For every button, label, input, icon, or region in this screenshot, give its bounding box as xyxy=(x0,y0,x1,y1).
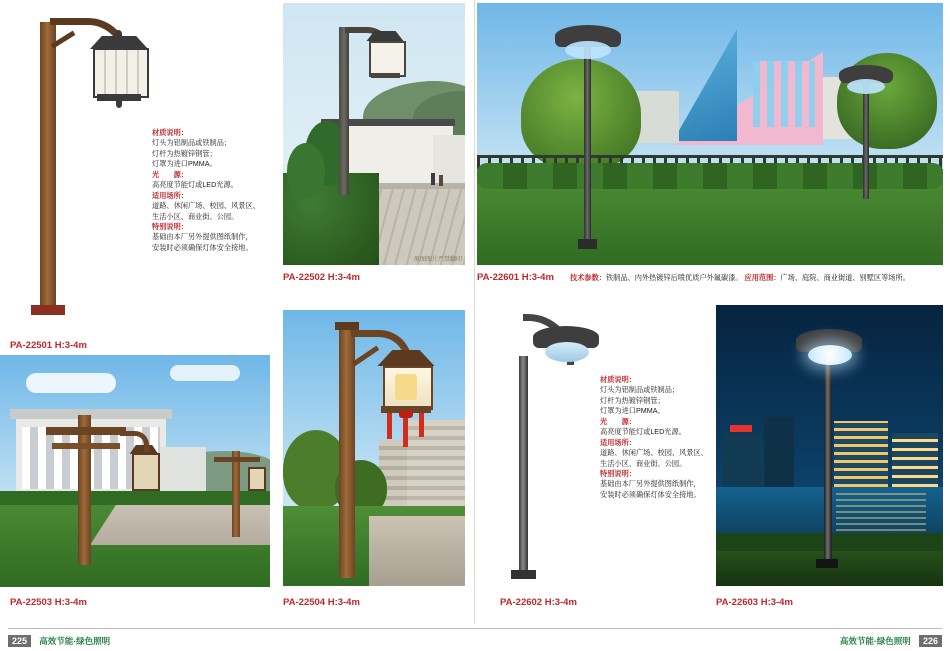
pedestrian xyxy=(439,175,443,186)
spec-line: 光 源： xyxy=(600,416,636,426)
page-spine-divider xyxy=(474,0,475,624)
spec-line: 生活小区、商业街、公园。 xyxy=(152,211,239,221)
caption-pa-22501: PA-22501 H:3-4m xyxy=(10,340,87,351)
footer-rule xyxy=(8,628,942,629)
spec-line: 基础由本厂另外提供图纸制作， xyxy=(600,479,701,489)
building-right-wing xyxy=(160,447,206,493)
lantern-bottom xyxy=(97,94,141,101)
photo-note: 原图图片严禁翻印 xyxy=(413,257,462,263)
spec-line: 高亮度节能灯或LED光源。 xyxy=(600,427,686,437)
spec-line: 光 源： xyxy=(152,169,188,179)
product-photo-pa-22603 xyxy=(716,305,943,586)
spec-line: 道路、休闲广场、校园、风景区、 xyxy=(152,201,260,211)
product-photo-pa-22602 xyxy=(477,300,607,586)
product-photo-pa-22503 xyxy=(0,355,270,587)
path xyxy=(369,516,465,586)
spec-line: 基础由本厂另外提供图纸制作， xyxy=(152,232,253,242)
spec-line: 灯杆为热镀锌钢管； xyxy=(600,395,665,405)
lamp-post-distant xyxy=(232,451,240,537)
skyline-building-lit xyxy=(892,433,938,487)
building-apartments xyxy=(403,420,465,506)
caption-pa-22602: PA-22602 H:3-4m xyxy=(500,597,577,608)
caption-pa-22502: PA-22502 H:3-4m xyxy=(283,272,360,283)
skyline-building xyxy=(722,433,762,487)
lamp-post xyxy=(78,415,91,565)
tassel xyxy=(403,413,408,447)
spec-line: 高亮度节能灯或LED光源。 xyxy=(152,180,238,190)
tassel xyxy=(419,413,424,437)
spec-line: 灯头为铝制品或铁制品； xyxy=(600,385,680,395)
spec-line: 安装时必须确保灯体安全接地。 xyxy=(152,242,253,252)
lamp-hanger xyxy=(120,431,149,452)
shrub-row xyxy=(477,163,943,189)
lantern-bottom xyxy=(371,73,400,78)
caption-pa-22503: PA-22503 H:3-4m xyxy=(10,597,87,608)
spec-line: 材质说明： xyxy=(600,375,636,384)
lamp-post xyxy=(824,349,832,563)
tassel xyxy=(387,413,392,439)
tech-parameters-line xyxy=(570,273,910,283)
spec-line: 材质说明： xyxy=(152,128,188,137)
page-number-right: 226 xyxy=(919,635,942,647)
lamp-crossbeam-distant xyxy=(214,457,260,462)
footer-right xyxy=(840,635,942,647)
footer-text-left: 高效节能·绿色照明 xyxy=(39,636,111,646)
lamp-post xyxy=(40,22,56,310)
spec-line: 特别说明： xyxy=(600,468,636,478)
spec-line: 灯罩为进口PMMA。 xyxy=(600,406,665,416)
tree xyxy=(287,143,325,199)
building-roof xyxy=(10,409,172,419)
lamp-diffuser xyxy=(545,342,589,362)
lantern-glow xyxy=(395,374,417,400)
spec-line: 安装时必须确保灯体安全接地。 xyxy=(600,489,701,499)
hedge xyxy=(0,491,270,505)
lamp-post-base xyxy=(816,559,838,568)
caption-pa-22504: PA-22504 H:3-4m xyxy=(283,597,360,608)
tree-willow xyxy=(521,59,641,169)
tassel-knot xyxy=(399,410,413,418)
lantern-body xyxy=(132,453,160,491)
pedestrian xyxy=(431,173,435,185)
tech-params-label: 技术参数： xyxy=(570,273,606,282)
lamp-post-base xyxy=(578,239,597,249)
product-photo-pa-22502 xyxy=(283,3,465,265)
skyline-building xyxy=(764,417,794,487)
spec-line: 适用场所： xyxy=(152,190,188,200)
page-number-left: 225 xyxy=(8,635,31,647)
lamp-post xyxy=(519,356,528,574)
product-photo-pa-22504 xyxy=(283,310,465,586)
lantern-body xyxy=(93,48,149,98)
tech-params-text: 铁制品、内外热镀锌后喷优质户外氟碳漆。 xyxy=(605,273,743,282)
lamp-diffuser xyxy=(847,79,885,94)
tech-scope-text: 广场、庭院、商业街道、别墅区等场所。 xyxy=(780,273,910,282)
building-windows xyxy=(753,61,815,127)
lamp-post-base xyxy=(511,570,536,579)
neon-sign xyxy=(730,425,752,432)
spec-line: 灯杆为热镀锌钢管； xyxy=(152,148,217,158)
water-reflection xyxy=(836,489,926,537)
lamp-crossbeam xyxy=(46,427,126,435)
spec-line: 生活小区、商业街、公园。 xyxy=(600,458,687,468)
cloud xyxy=(26,373,116,393)
building-wall xyxy=(433,135,465,183)
spec-block-right xyxy=(600,375,720,500)
lantern-drop xyxy=(116,101,122,108)
spec-line: 特别说明： xyxy=(152,221,188,231)
spec-line: 道路、休闲广场、校园、风景区、 xyxy=(600,448,708,458)
lantern-body xyxy=(369,41,406,77)
lamp-crossbeam-2 xyxy=(52,443,120,449)
product-photo-pa-22601 xyxy=(477,3,943,265)
lamp-post-cap xyxy=(335,322,359,330)
tech-scope-label: 应用范围： xyxy=(744,273,781,282)
lamp-post xyxy=(863,81,869,199)
lamp-post-base xyxy=(31,305,65,315)
lamp-post xyxy=(339,328,355,578)
footer-text-right: 高效节能·绿色照明 xyxy=(839,636,911,646)
caption-pa-22601: PA-22601 H:3-4m xyxy=(477,272,554,283)
skyline-building-lit xyxy=(834,421,888,487)
cloud xyxy=(170,365,240,381)
lamp-post xyxy=(584,43,591,243)
lantern-finial xyxy=(115,30,122,38)
spec-block-left xyxy=(152,128,272,253)
lantern-body-distant xyxy=(248,467,266,491)
footer-left xyxy=(8,635,110,647)
lamp-diffuser xyxy=(808,345,852,365)
caption-pa-22603: PA-22603 H:3-4m xyxy=(716,597,793,608)
spec-line: 适用场所： xyxy=(600,437,636,447)
spec-line: 灯罩为进口PMMA。 xyxy=(152,159,217,169)
spec-line: 灯头为铝制品或铁制品； xyxy=(152,138,232,148)
lamp-diffuser xyxy=(565,41,611,59)
